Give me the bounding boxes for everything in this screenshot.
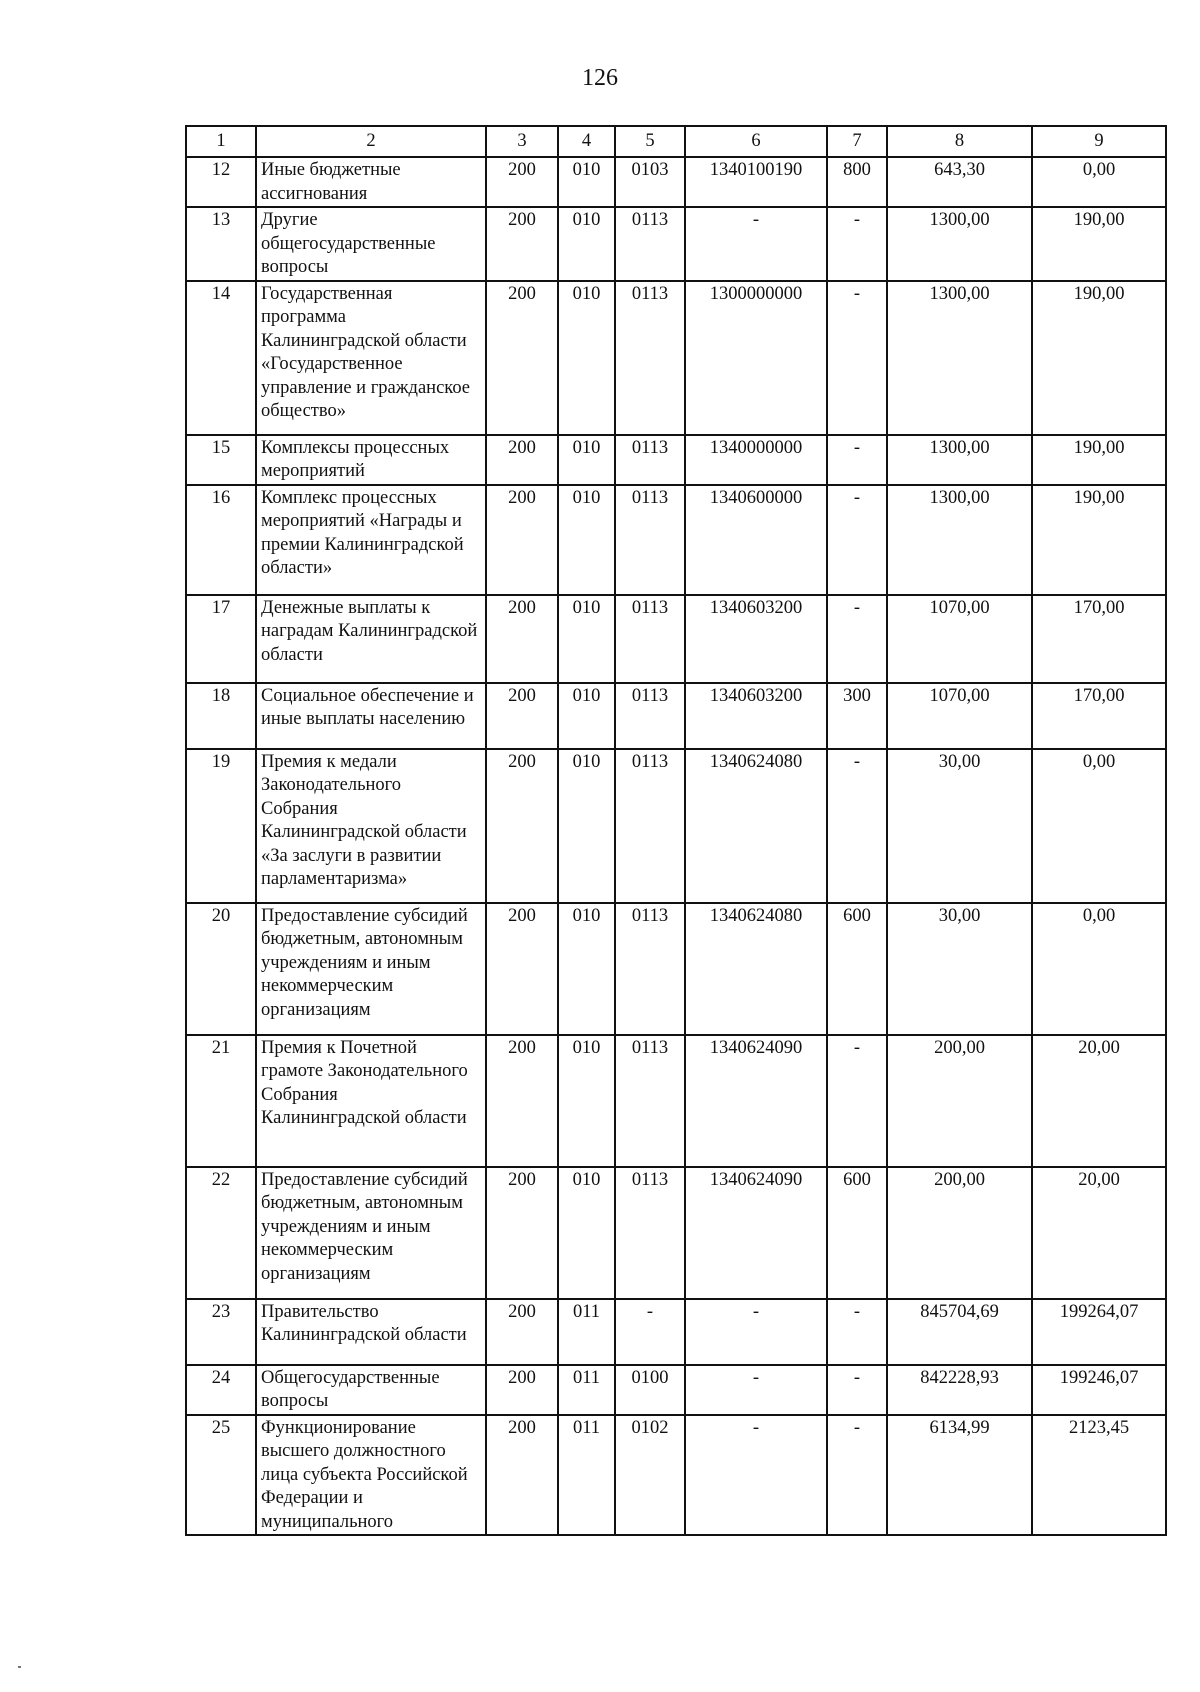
- table-row: [186, 281, 1166, 435]
- code-target-article-cell: -: [685, 1415, 827, 1536]
- code-target-article-cell: 1340624090: [685, 1167, 827, 1299]
- code-expense-type-cell: -: [827, 749, 887, 903]
- header-row: [186, 126, 1166, 157]
- row-number-cell: 17: [186, 595, 256, 683]
- table-row: [186, 485, 1166, 595]
- table-row: [186, 683, 1166, 749]
- code-section-cell: 0100: [615, 1365, 685, 1415]
- code-department-cell: 011: [558, 1299, 615, 1365]
- code-ministry-cell: 200: [486, 485, 558, 595]
- row-number-cell: 25: [186, 1415, 256, 1536]
- table-row: [186, 595, 1166, 683]
- row-number-cell: 16: [186, 485, 256, 595]
- item-name-cell: Общегосударственные вопросы: [256, 1365, 486, 1415]
- code-department-cell: 010: [558, 1035, 615, 1167]
- column-header: 5: [615, 126, 685, 157]
- amount-cell: 1070,00: [887, 595, 1032, 683]
- code-section-cell: 0113: [615, 903, 685, 1035]
- code-expense-type-cell: -: [827, 1299, 887, 1365]
- amount-secondary-cell: 170,00: [1032, 595, 1166, 683]
- code-section-cell: 0113: [615, 683, 685, 749]
- column-header: 2: [256, 126, 486, 157]
- amount-cell: 30,00: [887, 749, 1032, 903]
- code-ministry-cell: 200: [486, 1167, 558, 1299]
- amount-secondary-cell: 170,00: [1032, 683, 1166, 749]
- code-target-article-cell: 1340603200: [685, 683, 827, 749]
- row-number-cell: 20: [186, 903, 256, 1035]
- amount-secondary-cell: 199264,07: [1032, 1299, 1166, 1365]
- item-name-cell: Другие общегосударственные вопросы: [256, 207, 486, 281]
- row-number-cell: 14: [186, 281, 256, 435]
- table-row: [186, 1415, 1166, 1536]
- amount-secondary-cell: 190,00: [1032, 207, 1166, 281]
- row-number-cell: 12: [186, 157, 256, 207]
- item-name-cell: Государственная программа Калининградской области «Государственное управление и гражданское общество»: [256, 281, 486, 435]
- code-department-cell: 010: [558, 1167, 615, 1299]
- code-expense-type-cell: -: [827, 595, 887, 683]
- table-row: [186, 1299, 1166, 1365]
- code-section-cell: 0113: [615, 1035, 685, 1167]
- code-ministry-cell: 200: [486, 595, 558, 683]
- table-row: [186, 903, 1166, 1035]
- amount-cell: 845704,69: [887, 1299, 1032, 1365]
- item-name-cell: Комплекс процессных мероприятий «Награды и премии Калининградской области»: [256, 485, 486, 595]
- row-number-cell: 24: [186, 1365, 256, 1415]
- amount-secondary-cell: 0,00: [1032, 903, 1166, 1035]
- code-expense-type-cell: -: [827, 485, 887, 595]
- table-body: [186, 157, 1166, 1535]
- item-name-cell: Предоставление субсидий бюджетным, автономным учреждениям и иным некоммерческим организациям: [256, 1167, 486, 1299]
- code-department-cell: 010: [558, 281, 615, 435]
- code-section-cell: 0102: [615, 1415, 685, 1536]
- table-row: [186, 157, 1166, 207]
- table-row: [186, 749, 1166, 903]
- code-target-article-cell: 1300000000: [685, 281, 827, 435]
- code-ministry-cell: 200: [486, 1415, 558, 1536]
- code-expense-type-cell: 600: [827, 1167, 887, 1299]
- amount-secondary-cell: 0,00: [1032, 157, 1166, 207]
- code-section-cell: 0113: [615, 595, 685, 683]
- row-number-cell: 13: [186, 207, 256, 281]
- scan-speck: [18, 1666, 21, 1668]
- code-department-cell: 010: [558, 485, 615, 595]
- code-expense-type-cell: 300: [827, 683, 887, 749]
- amount-secondary-cell: 190,00: [1032, 485, 1166, 595]
- page-number: 126: [582, 65, 618, 91]
- row-number-cell: 21: [186, 1035, 256, 1167]
- code-target-article-cell: -: [685, 1365, 827, 1415]
- amount-cell: 1300,00: [887, 485, 1032, 595]
- amount-cell: 200,00: [887, 1035, 1032, 1167]
- code-expense-type-cell: -: [827, 435, 887, 485]
- item-name-cell: Премия к Почетной грамоте Законодательного Собрания Калининградской области: [256, 1035, 486, 1167]
- table-row: [186, 1035, 1166, 1167]
- amount-secondary-cell: 20,00: [1032, 1167, 1166, 1299]
- code-ministry-cell: 200: [486, 1365, 558, 1415]
- code-ministry-cell: 200: [486, 1299, 558, 1365]
- amount-cell: 30,00: [887, 903, 1032, 1035]
- code-section-cell: 0113: [615, 281, 685, 435]
- amount-cell: 200,00: [887, 1167, 1032, 1299]
- item-name-cell: Комплексы процессных мероприятий: [256, 435, 486, 485]
- code-target-article-cell: 1340624080: [685, 903, 827, 1035]
- table-row: [186, 435, 1166, 485]
- row-number-cell: 23: [186, 1299, 256, 1365]
- item-name-cell: Предоставление субсидий бюджетным, автономным учреждениям и иным некоммерческим организациям: [256, 903, 486, 1035]
- code-section-cell: 0113: [615, 207, 685, 281]
- item-name-cell: Иные бюджетные ассигнования: [256, 157, 486, 207]
- amount-cell: 1300,00: [887, 435, 1032, 485]
- code-ministry-cell: 200: [486, 749, 558, 903]
- item-name-cell: Функционирование высшего должностного лица субъекта Российской Федерации и муниципального: [256, 1415, 486, 1536]
- column-header: 9: [1032, 126, 1166, 157]
- row-number-cell: 22: [186, 1167, 256, 1299]
- code-department-cell: 011: [558, 1365, 615, 1415]
- code-department-cell: 010: [558, 207, 615, 281]
- amount-secondary-cell: 190,00: [1032, 435, 1166, 485]
- table-row: [186, 1365, 1166, 1415]
- code-target-article-cell: 1340624090: [685, 1035, 827, 1167]
- code-section-cell: -: [615, 1299, 685, 1365]
- code-target-article-cell: 1340100190: [685, 157, 827, 207]
- code-target-article-cell: 1340000000: [685, 435, 827, 485]
- column-header: 7: [827, 126, 887, 157]
- code-department-cell: 010: [558, 683, 615, 749]
- amount-cell: 842228,93: [887, 1365, 1032, 1415]
- table-row: [186, 207, 1166, 281]
- code-expense-type-cell: 800: [827, 157, 887, 207]
- code-ministry-cell: 200: [486, 207, 558, 281]
- column-header: 6: [685, 126, 827, 157]
- code-section-cell: 0113: [615, 435, 685, 485]
- code-section-cell: 0113: [615, 485, 685, 595]
- amount-cell: 1300,00: [887, 281, 1032, 435]
- budget-table: [185, 125, 1167, 1536]
- item-name-cell: Премия к медали Законодательного Собрания Калининградской области «За заслуги в развитии парламентаризма»: [256, 749, 486, 903]
- item-name-cell: Правительство Калининградской области: [256, 1299, 486, 1365]
- table-row: [186, 1167, 1166, 1299]
- code-expense-type-cell: 600: [827, 903, 887, 1035]
- item-name-cell: Социальное обеспечение и иные выплаты населению: [256, 683, 486, 749]
- code-section-cell: 0113: [615, 749, 685, 903]
- amount-secondary-cell: 2123,45: [1032, 1415, 1166, 1536]
- amount-secondary-cell: 199246,07: [1032, 1365, 1166, 1415]
- item-name-cell: Денежные выплаты к наградам Калининградской области: [256, 595, 486, 683]
- column-header: 1: [186, 126, 256, 157]
- code-ministry-cell: 200: [486, 435, 558, 485]
- amount-cell: 643,30: [887, 157, 1032, 207]
- code-expense-type-cell: -: [827, 1035, 887, 1167]
- amount-cell: 1300,00: [887, 207, 1032, 281]
- code-target-article-cell: 1340624080: [685, 749, 827, 903]
- amount-cell: 6134,99: [887, 1415, 1032, 1536]
- code-expense-type-cell: -: [827, 1365, 887, 1415]
- code-section-cell: 0113: [615, 1167, 685, 1299]
- row-number-cell: 18: [186, 683, 256, 749]
- code-department-cell: 011: [558, 1415, 615, 1536]
- code-expense-type-cell: -: [827, 1415, 887, 1536]
- code-department-cell: 010: [558, 435, 615, 485]
- amount-secondary-cell: 20,00: [1032, 1035, 1166, 1167]
- code-target-article-cell: 1340600000: [685, 485, 827, 595]
- amount-cell: 1070,00: [887, 683, 1032, 749]
- row-number-cell: 19: [186, 749, 256, 903]
- code-ministry-cell: 200: [486, 903, 558, 1035]
- code-target-article-cell: -: [685, 207, 827, 281]
- code-expense-type-cell: -: [827, 207, 887, 281]
- amount-secondary-cell: 0,00: [1032, 749, 1166, 903]
- code-department-cell: 010: [558, 157, 615, 207]
- code-target-article-cell: -: [685, 1299, 827, 1365]
- code-ministry-cell: 200: [486, 683, 558, 749]
- code-target-article-cell: 1340603200: [685, 595, 827, 683]
- code-expense-type-cell: -: [827, 281, 887, 435]
- code-department-cell: 010: [558, 903, 615, 1035]
- amount-secondary-cell: 190,00: [1032, 281, 1166, 435]
- code-ministry-cell: 200: [486, 157, 558, 207]
- code-section-cell: 0103: [615, 157, 685, 207]
- column-header: 8: [887, 126, 1032, 157]
- code-ministry-cell: 200: [486, 1035, 558, 1167]
- row-number-cell: 15: [186, 435, 256, 485]
- code-department-cell: 010: [558, 595, 615, 683]
- column-header: 3: [486, 126, 558, 157]
- column-header: 4: [558, 126, 615, 157]
- code-department-cell: 010: [558, 749, 615, 903]
- code-ministry-cell: 200: [486, 281, 558, 435]
